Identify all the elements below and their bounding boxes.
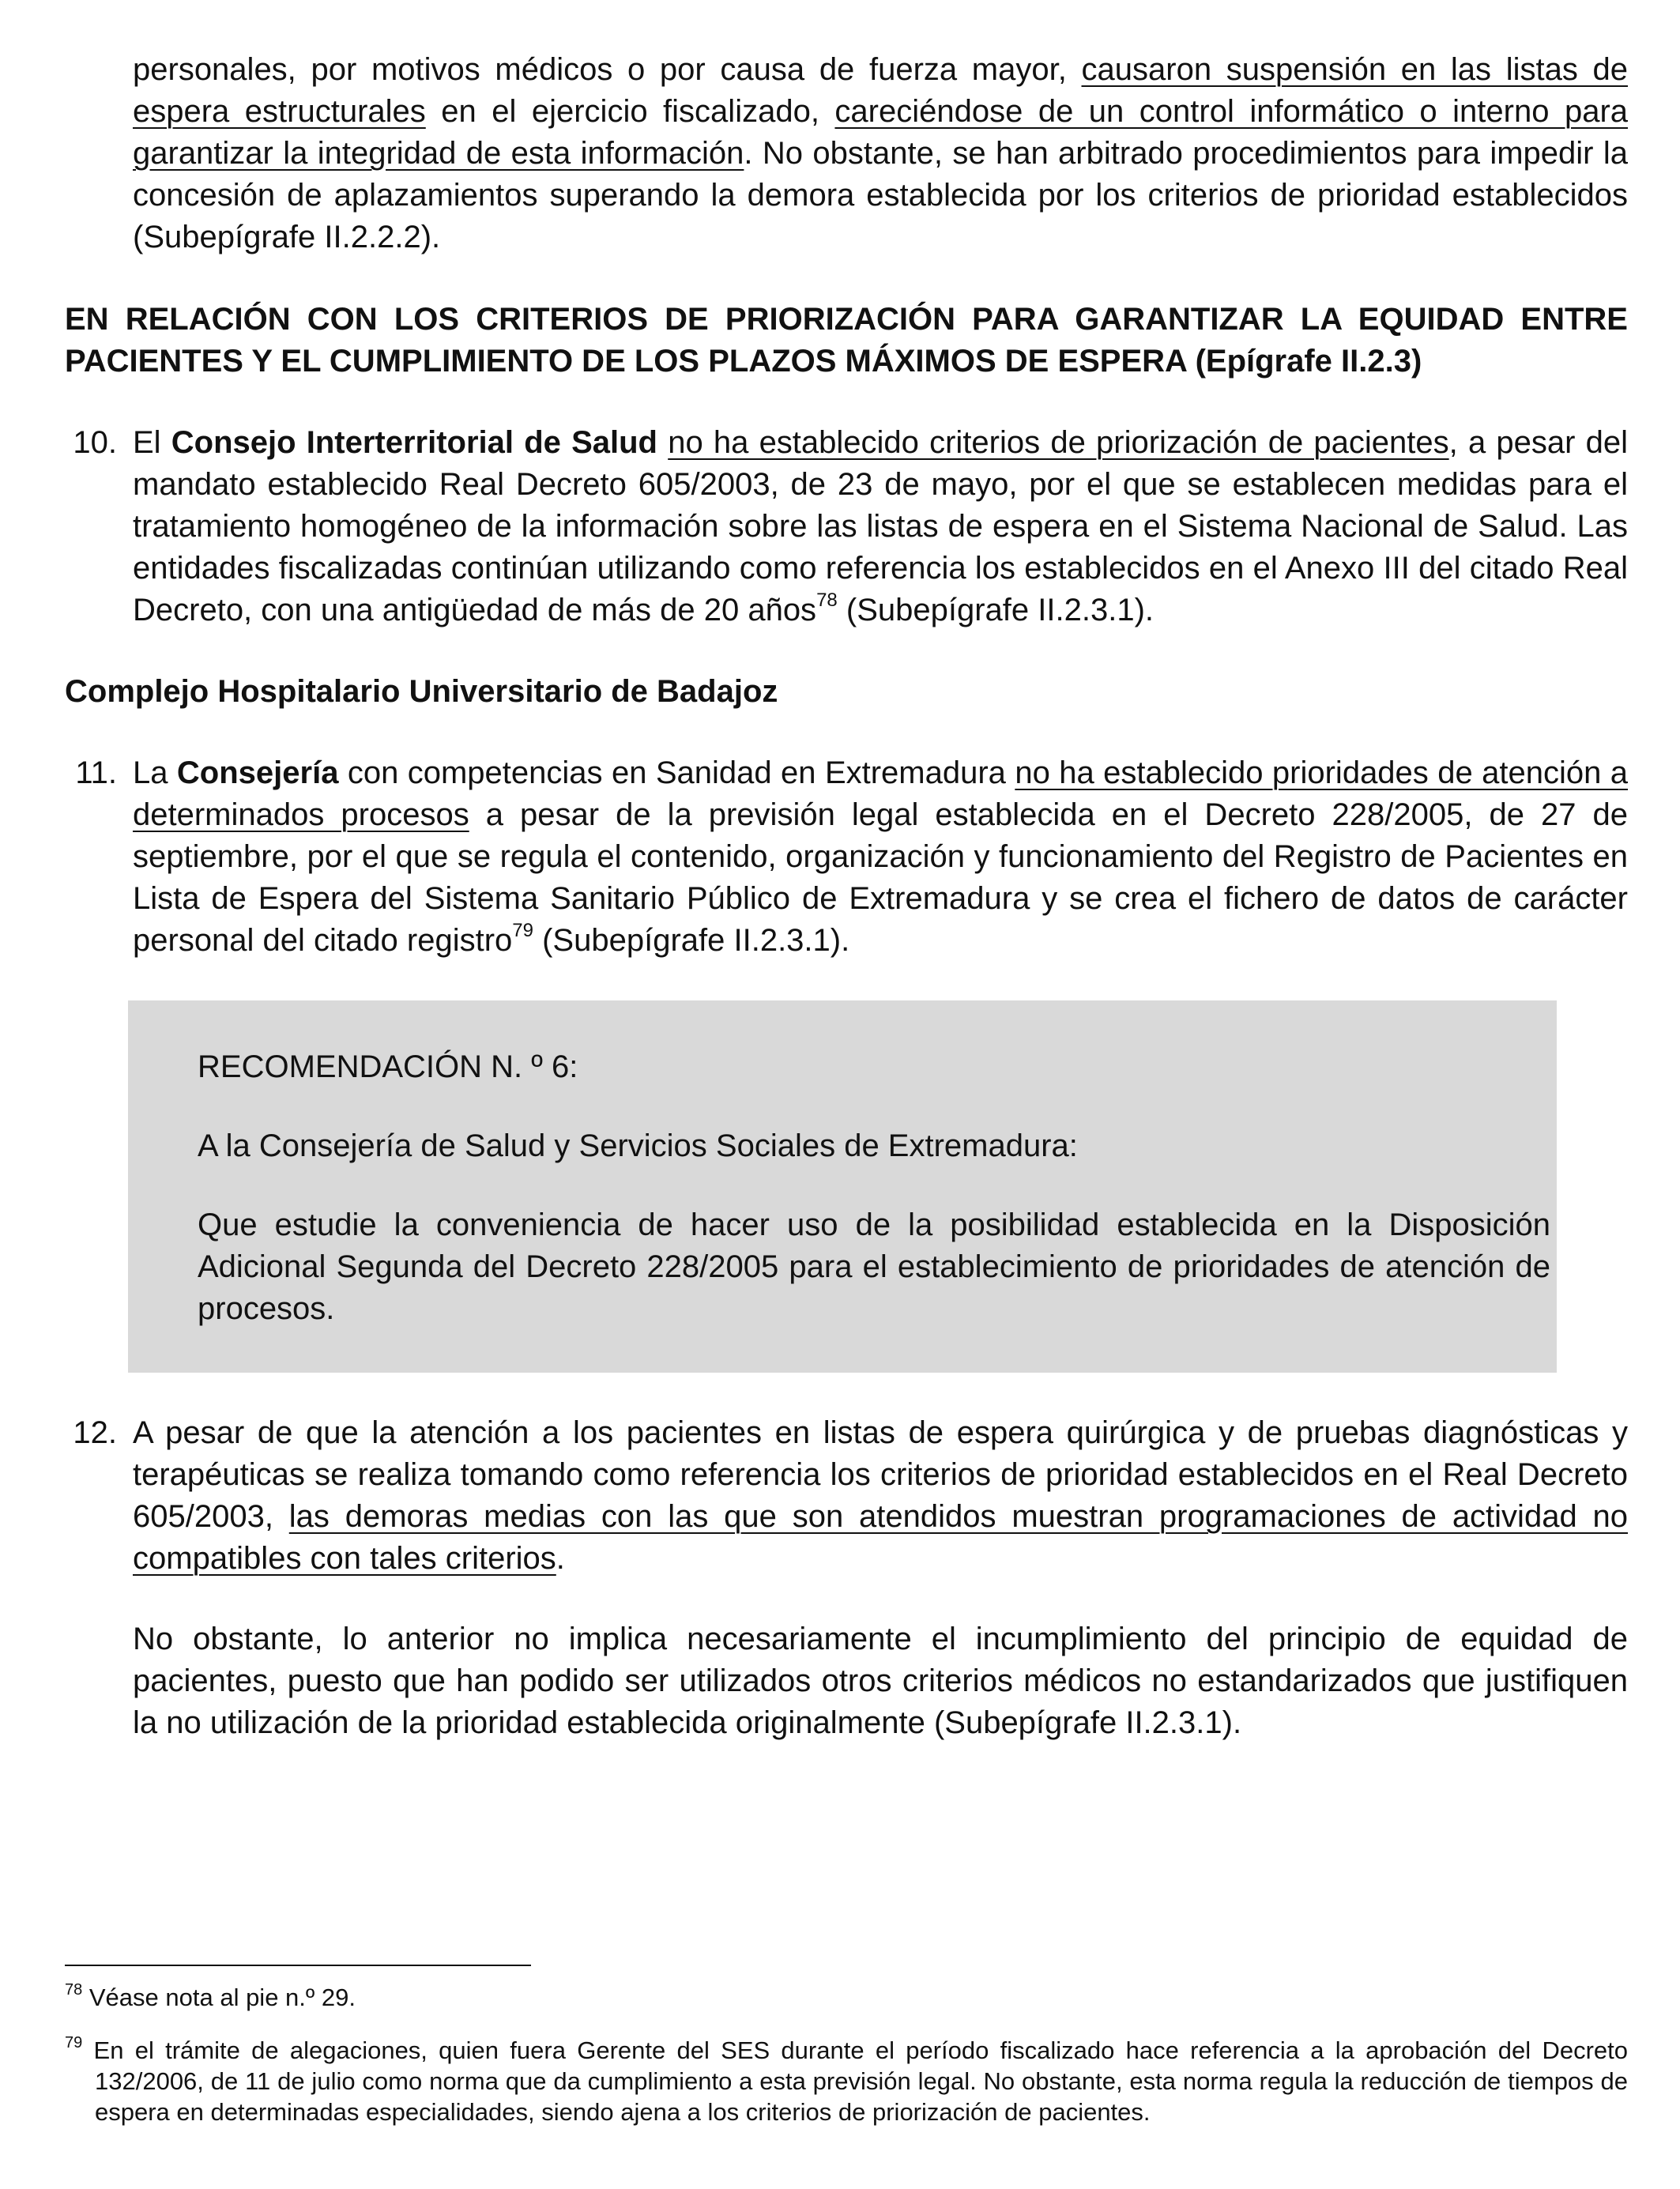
text-run: (Subepígrafe II.2.3.1). (533, 923, 850, 958)
text-run: A pesar de que la atención a los pacientes en listas de espera quirúrgica y de pruebas diagnósticas y terapéuticas se realiza tomando como referencia los criterios de prioridad establecidos en el Real Decreto 605/2003, (133, 1415, 1628, 1534)
item-number: 11. (75, 755, 117, 790)
footnote-number: 79 (65, 2034, 83, 2051)
footnotes (65, 1982, 1628, 2127)
footnote-text: Véase nota al pie n.º 29. (82, 1984, 356, 2011)
text-run: en el ejercicio fiscalizado, (425, 94, 835, 129)
text-run: La (133, 755, 177, 790)
recommendation-box (128, 1000, 1557, 1373)
finding-item-12 (65, 1412, 1628, 1580)
text-run (657, 425, 668, 460)
text-run: El (133, 425, 171, 460)
footnote-78 (65, 1982, 1628, 2013)
text-run: a pesar de la previsión legal establecida en el Decreto 228/2005, de 27 de septiembre, por el que se regula el contenido, organización y funcionamiento del Registro de Pacientes en Lista de Espera del Sistema Sanitario Público de Extremadura y se crea el fichero de datos de carácter personal del citado registro (133, 797, 1629, 958)
item-number: 10. (73, 425, 117, 460)
recommendation-addressee: A la Consejería de Salud y Servicios Sociales de Extremadura: (198, 1128, 1078, 1163)
footnote-79 (65, 2035, 1628, 2127)
text-run: (Subepígrafe II.2.3.1). (837, 593, 1154, 627)
footnote-text: En el trámite de alegaciones, quien fuera Gerente del SES durante el período fiscalizado hace referencia a la aprobación del Decreto 132/2006, de 11 de julio como norma que da cumplimiento a esta previsión legal. No obstante, esta norma regula la reducción de tiempos de espera en determinadas especialidades, siendo ajena a los criterios de priorización de pacientes. (82, 2036, 1628, 2126)
recommendation-body: Que estudie la conveniencia de hacer uso de la posibilidad establecida en la Disposición Adicional Segunda del Decreto 228/2005 para el establecimiento de prioridades de atención de procesos. (198, 1208, 1550, 1326)
underlined-finding: las demoras medias con las que son atendidos muestran programaciones de actividad no compatibles con tales criterios (133, 1499, 1628, 1576)
footnote-number: 78 (65, 1981, 83, 1999)
underlined-finding: no ha establecido criterios de priorización de pacientes (668, 425, 1449, 460)
footnote-separator (65, 1965, 531, 1966)
bold-entity: Consejo Interterritorial de Salud (171, 425, 657, 460)
text-run: , a pesar del mandato establecido Real Decreto 605/2003, de 23 de mayo, por el que se establecen medidas para el tratamiento homogéneo de la información sobre las listas de espera en el Sistema Nacional de Salud. Las entidades fiscalizadas continúan utilizando como referencia los establecidos en el Anexo III del citado Real Decreto, con una antigüedad de más de 20 años (133, 425, 1629, 627)
document-page (65, 49, 1628, 1744)
recommendation-title: RECOMENDACIÓN N. º 6: (198, 1049, 578, 1084)
footnote-ref[interactable]: 78 (816, 590, 838, 611)
item-12-second-paragraph: No obstante, lo anterior no implica necesariamente el incumplimiento del principio de equidad de pacientes, puesto que han podido ser utilizados otros criterios médicos no estandarizados que justifiquen la no utilización de la prioridad establecida originalmente (Subepígrafe II.2.3.1). (133, 1622, 1628, 1740)
underlined-finding: causaron suspensión en las listas de espera estructurales (133, 52, 1629, 129)
underlined-finding: no ha establecido prioridades de atención a determinados procesos (133, 755, 1628, 832)
bold-entity: Consejería (176, 755, 339, 790)
intro-paragraph (65, 49, 1628, 258)
underlined-finding: careciéndose de un control informático o interno para garantizar la integridad de esta información (133, 94, 1629, 171)
subsection-heading: Complejo Hospitalario Universitario de Badajoz (65, 674, 778, 709)
text-run: . No obstante, se han arbitrado procedimientos para impedir la concesión de aplazamientos superando la demora establecida por los criterios de prioridad establecidos (Subepígrafe II.2.2.2). (133, 136, 1629, 254)
text-run: con competencias en Sanidad en Extremadura (338, 755, 1015, 790)
text-run: personales, por motivos médicos o por causa de fuerza mayor, (133, 52, 1082, 87)
footnote-ref[interactable]: 79 (512, 920, 533, 941)
section-heading: EN RELACIÓN CON LOS CRITERIOS DE PRIORIZACIÓN PARA GARANTIZAR LA EQUIDAD ENTRE PACIENTES Y EL CUMPLIMIENTO DE LOS PLAZOS MÁXIMOS DE ESPERA (Epígrafe II.2.3) (65, 302, 1628, 379)
finding-item-10 (65, 422, 1628, 631)
finding-item-11 (65, 752, 1628, 962)
text-run: . (556, 1541, 565, 1576)
item-number: 12. (73, 1415, 117, 1450)
